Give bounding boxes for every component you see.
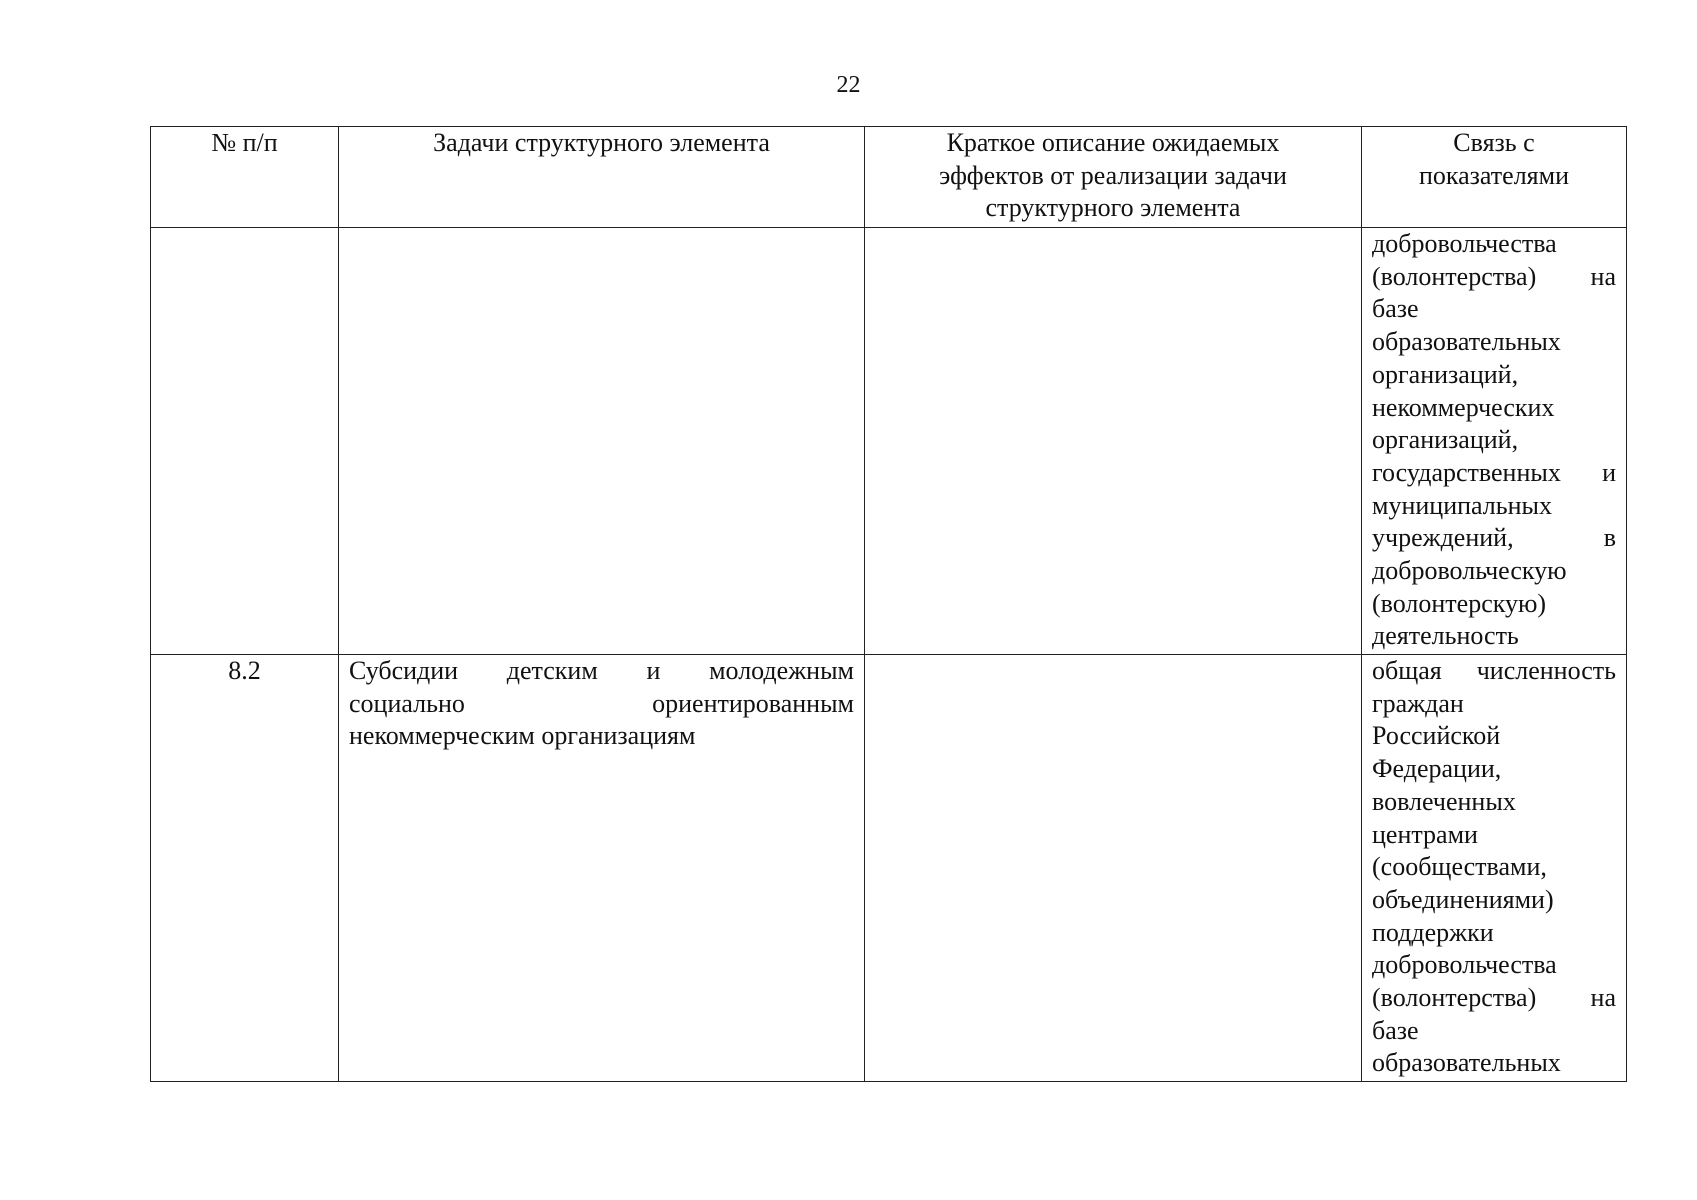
row-effects-cell <box>865 228 1362 655</box>
row-effects-cell <box>865 655 1362 1082</box>
header-tasks: Задачи структурного элемента <box>339 127 865 228</box>
row-indicators-cell: добровольчества (волонтерства) на базе образовательных организаций, некоммерческих организаций, государственных и муниципальных учреждений, в добровольческую (волонтерскую) деятельность <box>1362 228 1627 655</box>
row-number-cell <box>151 228 339 655</box>
page-number: 22 <box>836 72 861 98</box>
table-row <box>151 655 1627 1082</box>
header-indicators: Связь с показателями <box>1362 127 1627 228</box>
table-header-row <box>151 127 1627 228</box>
table-row <box>151 228 1627 655</box>
row-task-cell: Субсидии детским и молодежным социально ориентированным некоммерческим организациям <box>339 655 865 1082</box>
header-number: № п/п <box>151 127 339 228</box>
row-indicators-cell: общая численность граждан Российской Федерации, вовлеченных центрами (сообществами, объединениями) поддержки добровольчества (волонтерства) на базе образовательных <box>1362 655 1627 1082</box>
document-table <box>150 126 1627 1082</box>
row-number-cell: 8.2 <box>151 655 339 1082</box>
header-effects: Краткое описание ожидаемых эффектов от реализации задачи структурного элемента <box>865 127 1362 228</box>
row-task-cell <box>339 228 865 655</box>
